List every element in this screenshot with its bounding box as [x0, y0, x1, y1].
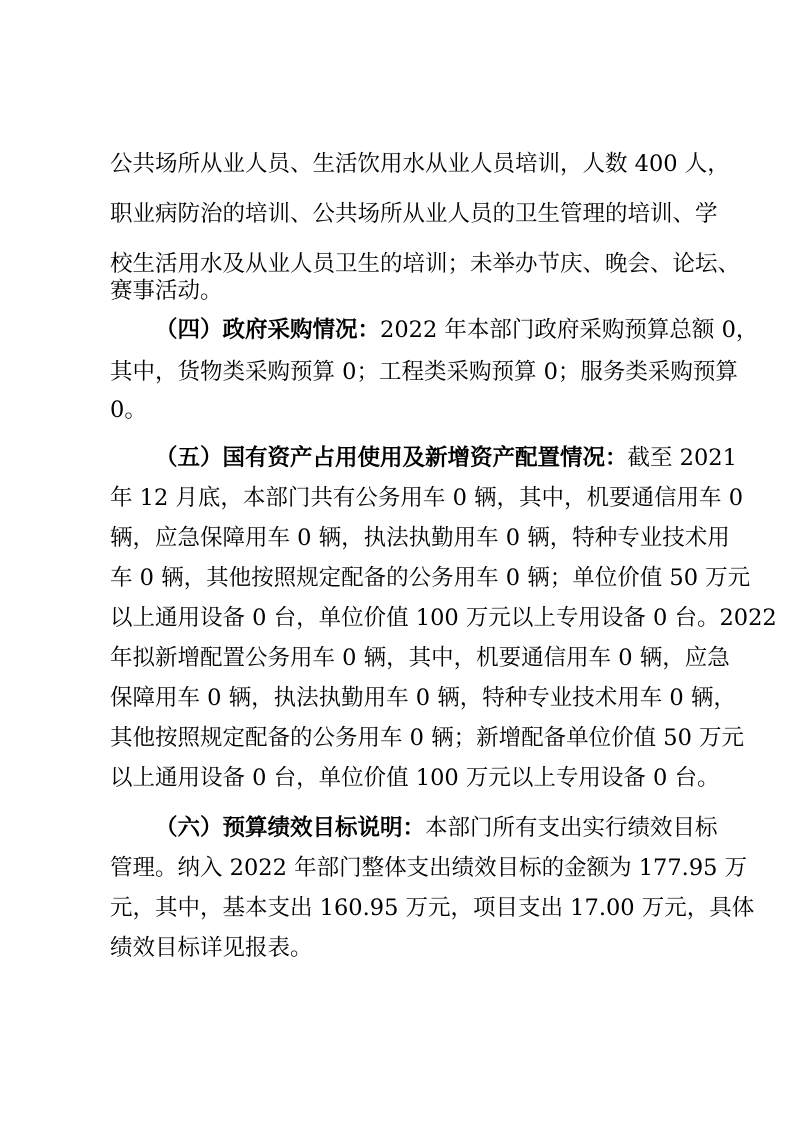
paragraph-4-first-line — [155, 809, 718, 847]
paragraph-3-line-4: 车 0 辆，其他按照规定配备的公务用车 0 辆；单位价值 50 万元 — [110, 565, 751, 591]
paragraph-1-line-2: 职业病防治的培训、公共场所从业人员的卫生管理的培训、学 — [110, 201, 718, 227]
section-5-heading: （五）国有资产占用使用及新增资产配置情况： — [155, 445, 628, 471]
paragraph-3-line-1: 截至 2021 — [627, 445, 737, 471]
paragraph-3-line-7: 保障用车 0 辆，执法执勤用车 0 辆，特种专业技术用车 0 辆， — [110, 685, 736, 711]
paragraph-3-line-6: 年拟新增配置公务用车 0 辆，其中，机要通信用车 0 辆，应急 — [110, 645, 730, 671]
paragraph-2-line-1: 2022 年本部门政府采购预算总额 0， — [380, 317, 759, 343]
paragraph-3-line-3: 辆，应急保障用车 0 辆，执法执勤用车 0 辆，特种专业技术用 — [110, 525, 730, 551]
paragraph-1-line-1: 公共场所从业人员、生活饮用水从业人员培训，人数 400 人， — [110, 151, 730, 177]
paragraph-1-line-4: 赛事活动。 — [110, 278, 223, 304]
paragraph-4-line-1: 本部门所有支出实行绩效目标 — [425, 815, 718, 841]
paragraph-3-line-5: 以上通用设备 0 台，单位价值 100 万元以上专用设备 0 台。2022 — [110, 605, 777, 631]
paragraph-3-first-line — [155, 439, 737, 477]
paragraph-4-line-3: 元，其中，基本支出 160.95 万元，项目支出 17.00 万元，具体 — [110, 895, 755, 921]
paragraph-3-line-2: 年 12 月底，本部门共有公务用车 0 辆，其中，机要通信用车 0 — [110, 485, 744, 511]
paragraph-4-line-4: 绩效目标详见报表。 — [110, 935, 313, 961]
paragraph-4-line-2: 管理。纳入 2022 年部门整体支出绩效目标的金额为 177.95 万 — [110, 855, 748, 881]
paragraph-2-first-line — [155, 311, 759, 349]
section-4-heading: （四）政府采购情况： — [155, 317, 381, 343]
section-6-heading: （六）预算绩效目标说明： — [155, 815, 426, 841]
paragraph-3-line-9: 以上通用设备 0 台，单位价值 100 万元以上专用设备 0 台。 — [110, 765, 720, 791]
paragraph-3-line-8: 其他按照规定配备的公务用车 0 辆；新增配备单位价值 50 万元 — [110, 725, 745, 751]
paragraph-2-line-3: 0。 — [110, 397, 147, 423]
paragraph-2-line-2: 其中，货物类采购预算 0；工程类采购预算 0；服务类采购预算 — [110, 359, 738, 385]
paragraph-1-line-3: 校生活用水及从业人员卫生的培训；未举办节庆、晚会、论坛、 — [110, 251, 741, 277]
